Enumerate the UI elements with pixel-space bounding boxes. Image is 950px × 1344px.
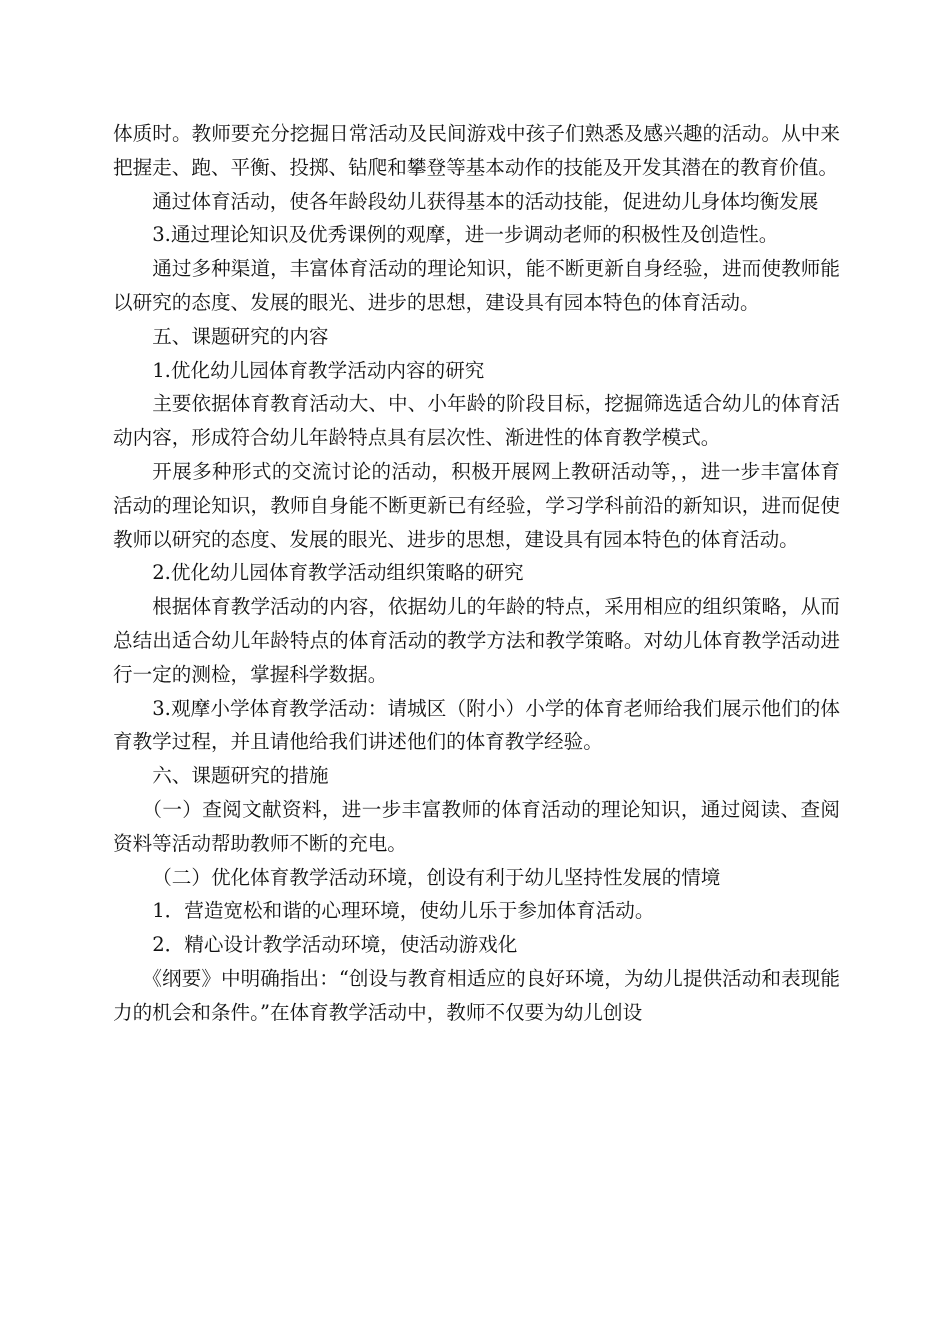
paragraph: 体质时。教师要充分挖掘日常活动及民间游戏中孩子们熟悉及感兴趣的活动。从中来把握走、跑、平衡、投掷、钻爬和攀登等基本动作的技能及开发其潜在的教育价值。 — [113, 122, 840, 179]
subsection-heading: （二）优化体育教学活动环境，创设有利于幼儿坚持性发展的情境 — [152, 865, 721, 889]
paragraph: 《纲要》中明确指出：“创设与教育相适应的良好环境，为幼儿提供活动和表现能力的机会和条件。”在体育教学活动中，教师不仅要为幼儿创设 — [113, 966, 840, 1024]
subsection-heading: 1.优化幼儿园体育教学活动内容的研究 — [152, 358, 485, 382]
list-item: 2．精心设计教学活动环境，使活动游戏化 — [152, 933, 518, 957]
list-item: 1．营造宽松和谐的心理环境，使幼儿乐于参加体育活动。 — [152, 899, 655, 923]
subsection-heading: 2.优化幼儿园体育教学活动组织策略的研究 — [152, 561, 524, 585]
paragraph: （一）查阅文献资料，进一步丰富教师的体育活动的理论知识，通过阅读、查阅资料等活动帮助教师不断的充电。 — [113, 797, 840, 855]
paragraph: 根据体育教学活动的内容，依据幼儿的年龄的特点，采用相应的组织策略，从而总结出适合幼儿年龄特点的体育活动的教学方法和教学策略。对幼儿体育教学活动进行一定的测检，掌握科学数据。 — [113, 595, 840, 686]
paragraph: 3.通过理论知识及优秀课例的观摩，进一步调动老师的积极性及创造性。 — [152, 223, 779, 247]
section-heading: 六、课题研究的措施 — [152, 764, 329, 788]
document-page — [113, 117, 840, 1030]
paragraph: 开展多种形式的交流讨论的活动，积极开展网上教研活动等，，进一步丰富体育活动的理论知识，教师自身能不断更新已有经验，学习学科前沿的新知识，进而促使教师以研究的态度、发展的眼光、进步的思想，建设具有园本特色的体育活动。 — [113, 459, 840, 551]
paragraph: 主要依据体育教育活动大、中、小年龄的阶段目标，挖掘筛选适合幼儿的体育活动内容，形成符合幼儿年龄特点具有层次性、渐进性的体育教学模式。 — [113, 392, 840, 450]
paragraph: 通过体育活动，使各年龄段幼儿获得基本的活动技能，促进幼儿身体均衡发展 — [152, 189, 819, 213]
paragraph: 3.观摩小学体育教学活动：请城区（附小）小学的体育老师给我们展示他们的体育教学过程，并且请他给我们讲述他们的体育教学经验。 — [113, 696, 840, 754]
section-heading: 五、课题研究的内容 — [152, 324, 329, 348]
paragraph: 通过多种渠道，丰富体育活动的理论知识，能不断更新自身经验，进而使教师能以研究的态度、发展的眼光、进步的思想，建设具有园本特色的体育活动。 — [113, 257, 840, 314]
